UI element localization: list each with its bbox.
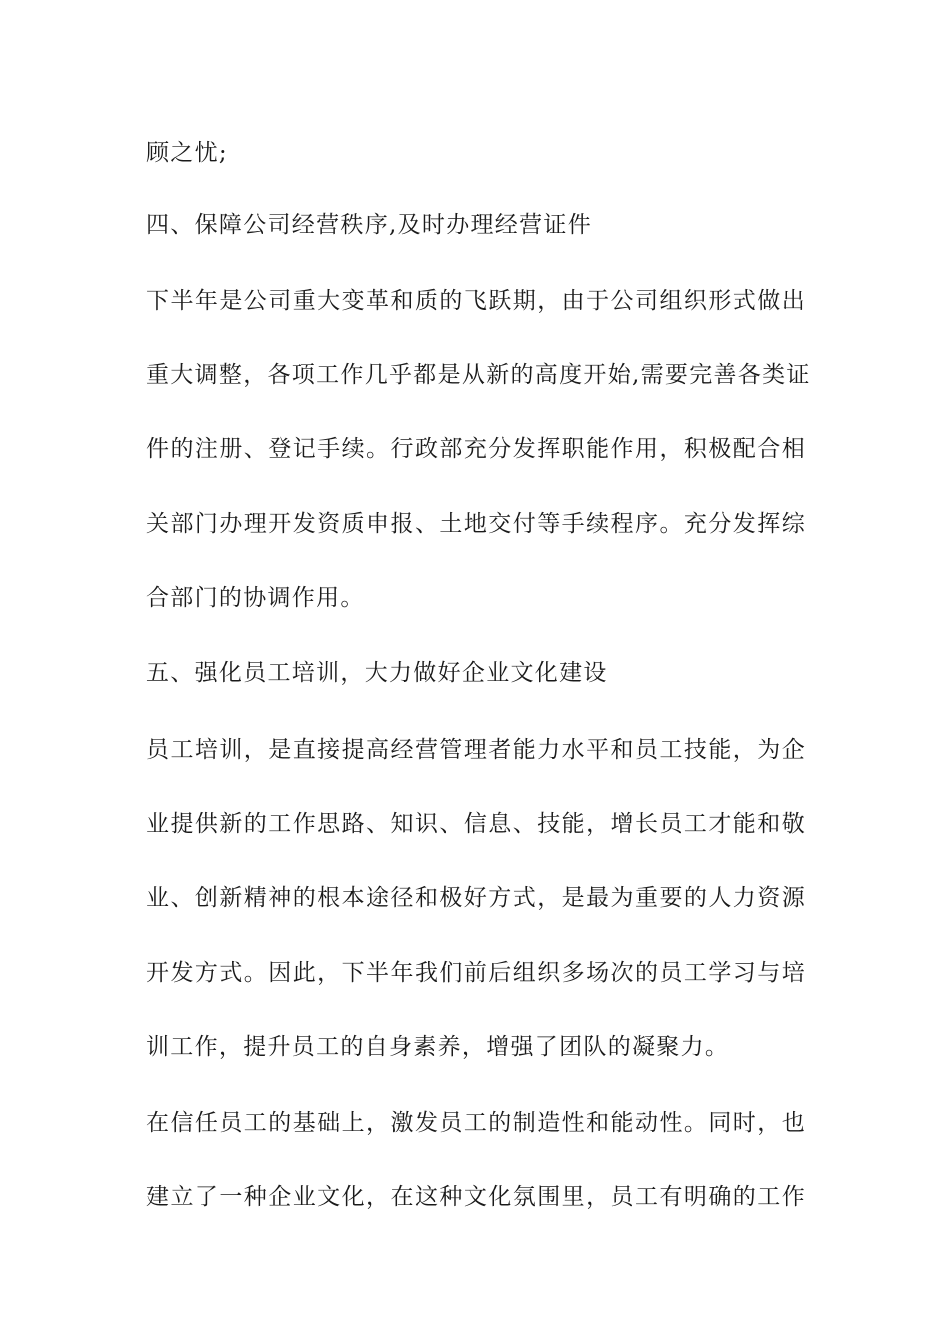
paragraph-line: 关部门办理开发资质申报、土地交付等手续程序。充分发挥综 [146,511,806,537]
paragraph-line: 顾之忧; [146,140,228,166]
paragraph-line: 业提供新的工作思路、知识、信息、技能，增长员工才能和敬 [146,811,806,837]
paragraph-line: 下半年是公司重大变革和质的飞跃期，由于公司组织形式做出 [146,288,806,314]
paragraph-line: 在信任员工的基础上，激发员工的制造性和能动性。同时，也 [146,1110,806,1136]
paragraph-line: 业、创新精神的根本途径和极好方式，是最为重要的人力资源 [146,885,806,911]
paragraph-line: 件的注册、登记手续。行政部充分发挥职能作用，积极配合相 [146,436,806,462]
paragraph-line: 开发方式。因此，下半年我们前后组织多场次的员工学习与培 [146,960,806,986]
paragraph-line: 训工作，提升员工的自身素养，增强了团队的凝聚力。 [146,1034,730,1060]
paragraph-line: 合部门的协调作用。 [146,585,365,611]
section-heading: 五、强化员工培训，大力做好企业文化建设 [146,660,608,686]
paragraph-line: 员工培训，是直接提高经营管理者能力水平和员工技能，为企 [146,737,806,763]
section-heading: 四、保障公司经营秩序,及时办理经营证件 [146,212,593,238]
paragraph-line: 重大调整，各项工作几乎都是从新的高度开始,需要完善各类证 [146,362,811,388]
paragraph-line: 建立了一种企业文化，在这种文化氛围里，员工有明确的工作 [146,1184,806,1210]
